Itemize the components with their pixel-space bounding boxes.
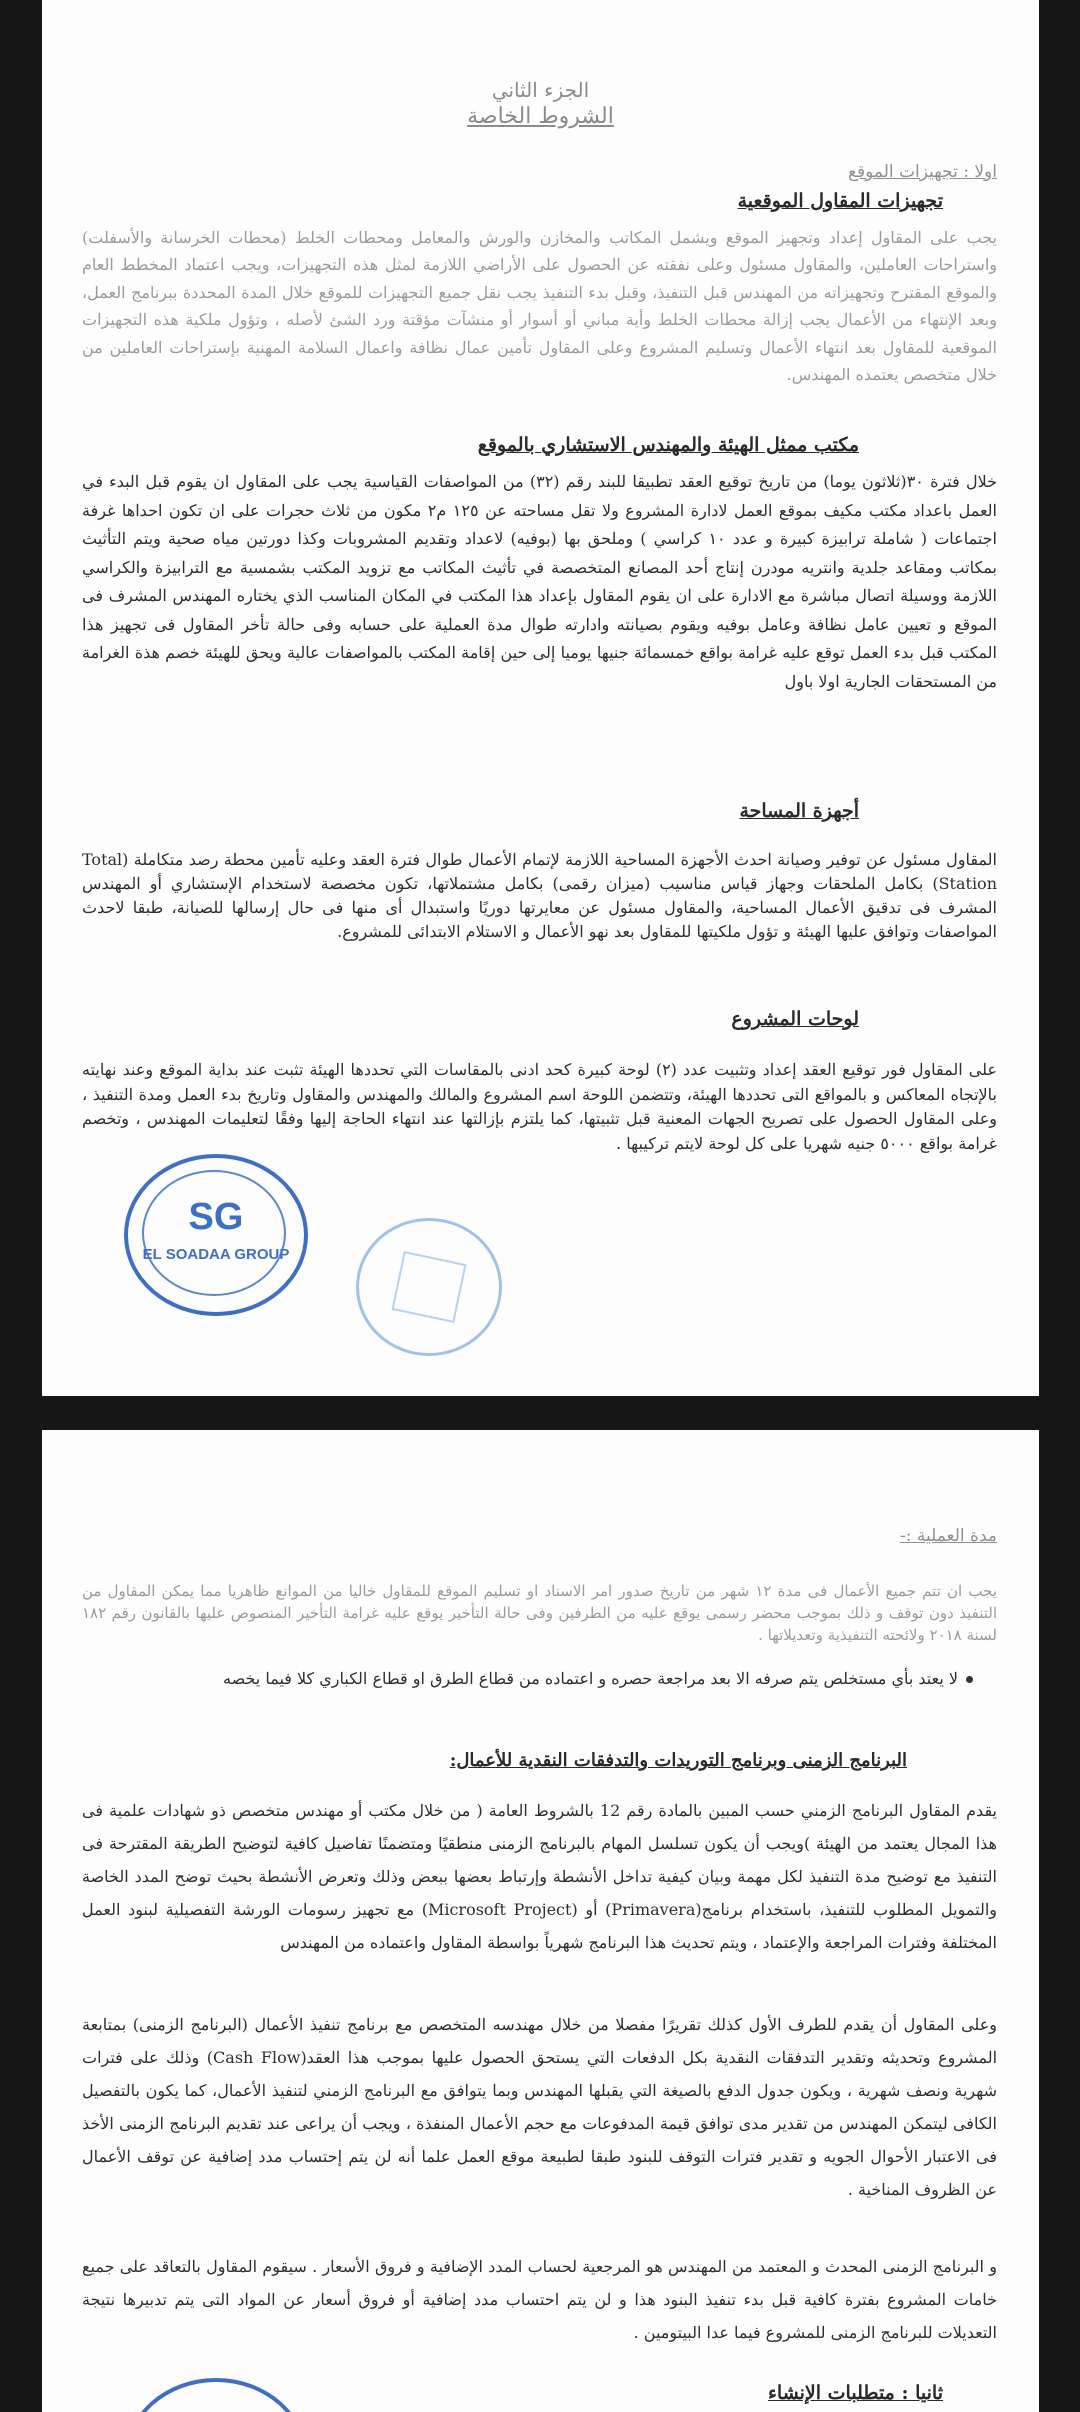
- paragraph-contractor-equipment: يجب على المقاول إعداد وتجهيز الموقع ويشمل المكاتب والمخازن والورش والمعامل ومحطات الخلط (محطات الخرسانة والأسفلت) واستراحات العاملين، والمقاول مسئول وعلى نفقته عن الحصول على الأراضي اللازمة لمثل هذه التجهيزات، ويجب اعتماد المخطط العام والموقع المقترح وتجهيزاته من المهندس قبل التنفيذ، وقبل بدء التنفيذ يجب نقل جميع التجهيزات للموقع خلال المدة المحددة ببرنامج العمل، وبعد الإنتهاء من الأعمال يجب إزالة محطات الخلط وأية مباني أو أسوار أو منشآت مؤقتة ورد الشئ لأصله ، وتؤول ملكية هذه التجهيزات الموقعية للمقاول بعد انتهاء الأعمال وتسليم المشروع وعلى المقاول تأمين عمال نظافة واعمال السلامة المهنية بإستراحات العاملين من خلال متخصص يعتمده المهندس.: [82, 228, 998, 385]
- stamp-company-name: EL SOADAA GROUP: [142, 1246, 290, 1263]
- bullet-text: لا يعتد بأي مستخلص يتم صرفه الا بعد مراجعة حصره و اعتماده من قطاع الطرق او قطاع الكباري كلا فيما يخصه: [223, 1669, 958, 1688]
- paragraph-project-duration: يجب ان تتم جميع الأعمال فى مدة ١٢ شهر من تاريخ صدور امر الاسناد او تسليم الموقع للمقاول خاليا من الموانع ظاهريا مما يمكن المقاول من التنفيذ دون توقف و ذلك بموجب محضر رسمى يوقع عليه من الطرفين وفى حالة التأخير يوقع عليه غرامة التأخير المنصوص عليها بالقانون رقم ١٨٢ لسنة ٢٠١٨ ولائحته التنفيذية وتعديلاتها .: [82, 1582, 997, 1644]
- subheading-survey-devices: أجهزة المساحة: [739, 800, 859, 822]
- subheading-project-duration: مدة العملية :-: [899, 1526, 997, 1546]
- section-heading-construction: ثانيا : متطلبات الإنشاء: [767, 2382, 943, 2404]
- paragraph-survey-devices: المقاول مسئول عن توفير وصيانة احدث الأجهزة المساحية اللازمة لإتمام الأعمال طوال فترة العقد وعليه تأمين محطة رصد متكاملة (Total Station) بكامل الملحقات وجهاز قياس مناسيب (ميزان رقمى) بكامل مشتملاتها، تكون مخصصة لاستخدام الإستشاري أو المهندس المشرف فى تدقيق الأعمال المساحية، والمقاول مسئول عن معايرتها دوريًا واستبدال أى منها فى حال إرسالها للصيانة، طبقا لاحدث المواصفات وتوافق عليها الهيئة و تؤول ملكيتها للمقاول بعد نهو الأعمال و الاستلام الابتدائى للمشروع.: [82, 850, 997, 941]
- document-page-2: [42, 1430, 1039, 2412]
- paragraph-engineer-office: خلال فترة ٣٠(ثلاثون يوما) من تاريخ توقيع العقد تطبيقا للبند رقم (٣٢) من المواصفات القياسية يجب على المقاول ان يقوم قبل البدء في العمل باعداد مكتب مكيف بموقع العمل لادارة المشروع ولا تقل مساحته عن ١٢٥ م٢ مكون من ثلاث حجرات على ان تكون احداها غرفة اجتماعات ( شاملة ترابيزة كبيرة و عدد ١٠ كراسي ) وملحق بها (بوفيه) لاعداد وتقديم المشروبات وكذا دورتين مياه صحية ويتم التأثيث بمكاتب ومقاعد جلدية وانتريه مودرن إنتاج أحد المصانع المتخصصة في تأثيث المكاتب مع تزويد المكتب بشمسية مع الترابيزة والكراسي اللازمة ووسيلة اتصال مباشرة مع الادارة على ان يقوم المقاول بإعداد هذا المكتب في المكان المناسب الذي يختاره المهندس المشرف فى الموقع و تعيين عامل نظافة وعامل بوفيه ويقوم بصيانته وادارته طوال مدة العملية على حسابه وفى حالة تأخر المقاول فى تجهيز هذا المكتب قبل بدء العمل توقع عليه غرامة بواقع خمسمائة جنيها يوميا إلى حين إقامة المكتب بالمواصفات عالية ويحق للهيئة خصم هذة الغرامة من المستحقات الجارية اولا باول: [82, 472, 998, 691]
- bullet-dot: [966, 1676, 973, 1683]
- subheading-schedule: البرنامج الزمنى وبرنامج التوريدات والتدفقات النقدية للأعمال:: [449, 1750, 907, 1771]
- company-stamp-partial: [124, 2378, 308, 2412]
- section-heading-site-equipment: اولا : تجهيزات الموقع: [847, 162, 997, 182]
- subheading-project-boards: لوحات المشروع: [731, 1008, 859, 1030]
- stamp-logo: SG: [188, 1196, 244, 1238]
- part-heading: الجزء الثاني: [491, 78, 590, 102]
- paragraph-project-boards: على المقاول فور توقيع العقد إعداد وتثبيت عدد (٢) لوحة كبيرة كحد ادنى بالمقاسات التي تحددها الهيئة تثبت عند بداية الموقع وعند نهايته بالإتجاه المعاكس و بالمواقع التى تحددها الهيئة، وتتضمن اللوحة اسم المشروع والمالك والمهندس والمقاول وتاريخ بدء العمل ومدة التنفيذ ، وعلى المقاول الحصول على تصريح الجهات المعنية قبل تثبيتها، كما يلتزم بإزالتها عند انتهاء الحاجة إليها وفقًا لتعليمات المهندس ، وتخصم غرامة بواقع ٥٠٠٠ جنيه شهريا على كل لوحة لايتم تركيبها .: [82, 1060, 997, 1153]
- subheading-engineer-office: مكتب ممثل الهيئة والمهندس الاستشاري بالموقع: [477, 434, 859, 456]
- paragraph-updated-schedule: و البرنامج الزمنى المحدث و المعتمد من المهندس هو المرجعية لحساب المدد الإضافية و فروق الأسعار . سيقوم المقاول بالتعاقد على جميع خامات المشروع بفترة كافية قبل بدء تنفيذ البنود هذا و لن يتم احتساب مدد إضافية أو فروق أسعار عن المواد التى يتم تدبيرها نتيجة التعديلات للبرنامج الزمنى للمشروع فيما عدا البيتومين .: [82, 2257, 997, 2342]
- consultant-seal: [356, 1218, 502, 1356]
- company-stamp: [124, 1154, 308, 1316]
- bullet-invoice-note: [82, 1666, 973, 1692]
- subheading-contractor-equipment: تجهيزات المقاول الموقعية: [737, 190, 943, 212]
- document-page-1: [42, 0, 1039, 1396]
- paragraph-cash-flow: وعلى المقاول أن يقدم للطرف الأول كذلك تقريرًا مفصلا من خلال مهندسه المتخصص مع برنامج تنفيذ الأعمال (البرنامج الزمنى) بمتابعة المشروع وتحديثه وتقدير التدفقات النقدية بكل الدفعات التي يستحق الحصول عليها بموجب هذا العقد(Cash Flow) وذلك على فترات شهرية ونصف شهرية ، ويكون جدول الدفع بالصيغة التي يقبلها المهندس وبما يتوافق مع البرنامج الزمني لتنفيذ الأعمال، كما يكون بالتفصيل الكافى ليتمكن المهندس من تقدير مدى توافق قيمة المدفوعات مع حجم الأعمال المنفذة ، ويجب أن يراعى عند تقديم البرنامج الزمنى الأخذ فى الاعتبار الأحوال الجويه و تقدير فترات التوقف للبنود طبقا لطبيعة موقع العمل علما أنه لن يتم إحتساب مدد إضافية عن توقف الأعمال عن الظروف المناخية .: [82, 2015, 998, 2199]
- page-title: الشروط الخاصة: [467, 104, 614, 129]
- paragraph-schedule: يقدم المقاول البرنامج الزمني حسب المبين بالمادة رقم 12 بالشروط العامة ( من خلال مكتب أو مهندس متخصص ذو شهادات علمية فى هذا المجال يعتمد من الهيئة )ويجب أن يكون تسلسل المهام بالبرنامج الزمنى منطقيًا ومتضمنًا تفاصيل كافية لتوضيح الطريقة المقترحة فى التنفيذ مع توضيح مدة التنفيذ لكل مهمة وبيان كيفية تداخل الأنشطة وإرتباط بعضها ببعض وذلك وتعرض الأنشطة بحيث توضح المدد الخاصة والتمويل المطلوب للتنفيذ، باستخدام برنامج(Primavera) أو (Microsoft Project) مع تجهيز رسومات الورشة التفصيلية لبنود العمل المختلفة وفترات المراجعة والإعتماد ، ويتم تحديث هذا البرنامج شهرياً بواسطة المقاول واعتماده من المهندس: [82, 1801, 998, 1952]
